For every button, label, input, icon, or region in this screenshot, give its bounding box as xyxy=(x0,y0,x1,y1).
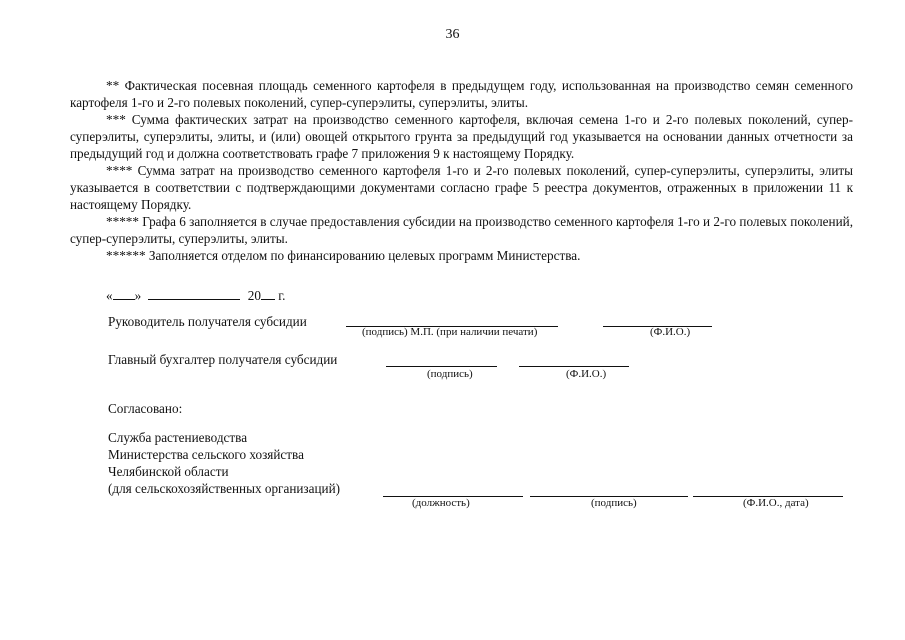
date-line xyxy=(106,287,285,304)
accountant-name-caption: (Ф.И.О.) xyxy=(566,368,607,380)
year-blank[interactable] xyxy=(261,287,275,300)
day-blank[interactable] xyxy=(113,287,135,300)
footnote-6: ****** Заполняется отделом по финансированию целевых программ Министерства. xyxy=(106,248,581,263)
footnote-3: *** Сумма фактических затрат на производство семенного картофеля, включая семена 1-го и 2-го полевых поколений, супер-суперэлиты, суперэлиты, элиты, и (или) овощей открытого грунта за предыдущий год указывается на основании данных отчетности за предыдущий год и должна соответствовать графе 7 приложения 9 к настоящему Порядку. xyxy=(70,112,853,161)
year-suffix: г. xyxy=(274,288,286,303)
footnotes xyxy=(70,77,853,264)
accountant-signature-caption: (подпись) xyxy=(427,368,473,380)
head-name-caption: (Ф.И.О.) xyxy=(650,326,691,338)
agreed-line-4: (для сельскохозяйственных организаций) xyxy=(108,481,341,496)
footnote-5: ***** Графа 6 заполняется в случае предоставления субсидии на производство семенного картофеля 1-го и 2-го полевых поколений, супер-суперэлиты, суперэлиты, элиты. xyxy=(70,214,853,246)
agreed-name-caption: (Ф.И.О., дата) xyxy=(743,497,809,509)
head-label: Руководитель получателя субсидии xyxy=(108,314,307,329)
accountant-label: Главный бухгалтер получателя субсидии xyxy=(108,352,338,367)
agreed-title: Согласовано: xyxy=(108,401,183,416)
year-prefix: 20 xyxy=(247,288,261,303)
date-open-quote: « xyxy=(106,288,113,303)
accountant-signature-line[interactable] xyxy=(386,366,497,367)
head-signature-caption: (подпись) М.П. (при наличии печати) xyxy=(362,326,538,338)
agreed-line-2: Министерства сельского хозяйства xyxy=(108,447,304,462)
agreed-position-caption: (должность) xyxy=(412,497,470,509)
agreed-signature-caption: (подпись) xyxy=(591,497,637,509)
agreed-line-3: Челябинской области xyxy=(108,464,229,479)
agreed-line-1: Служба растениеводства xyxy=(108,430,248,445)
page-number: 36 xyxy=(445,27,460,42)
accountant-name-line[interactable] xyxy=(519,366,629,367)
footnote-2: ** Фактическая посевная площадь семенного картофеля в предыдущем году, использованная на производство семян семенного картофеля 1-го и 2-го полевых поколений, супер-суперэлиты, суперэлиты, элиты. xyxy=(70,78,853,110)
date-close-quote: » xyxy=(134,288,142,303)
footnote-4: **** Сумма затрат на производство семенного картофеля 1-го и 2-го полевых поколений, супер-суперэлиты, суперэлиты, элиты указывается в соответствии с подтверждающими документами согласно графе 5 реестра документов, отраженных в приложении 11 к настоящему Порядку. xyxy=(70,163,853,212)
month-blank[interactable] xyxy=(148,287,240,300)
